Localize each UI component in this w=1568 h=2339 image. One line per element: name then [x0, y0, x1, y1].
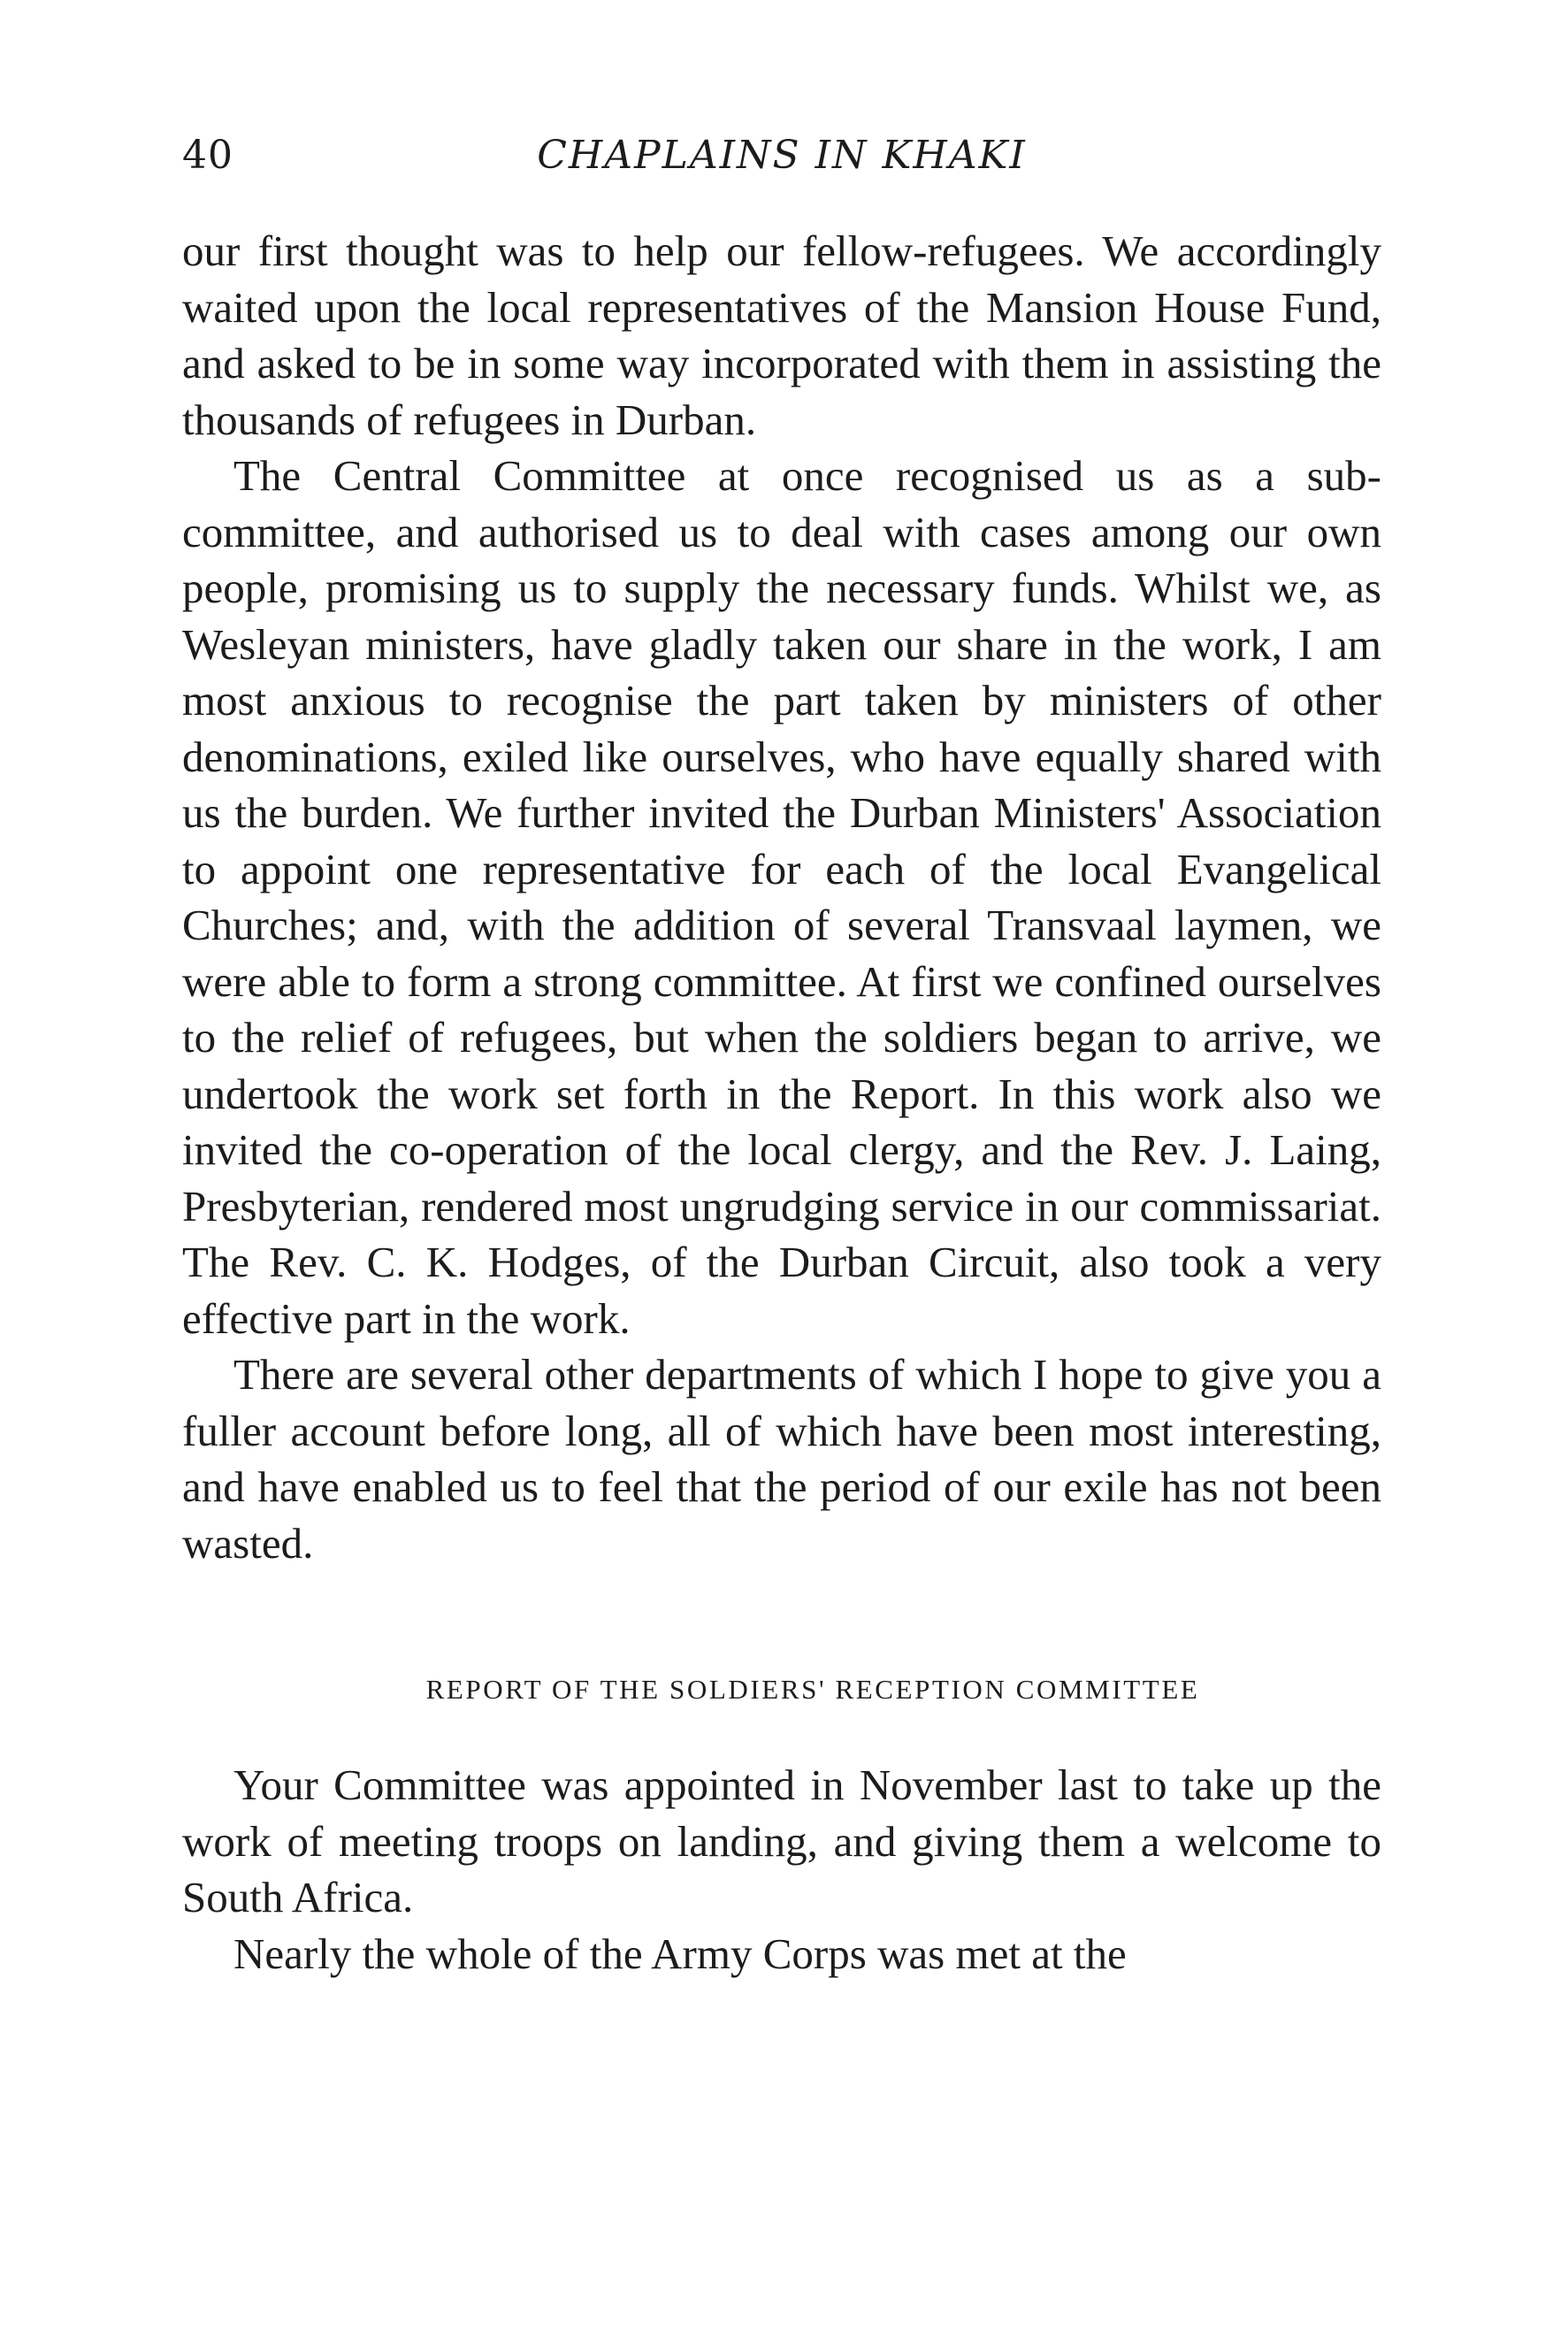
book-page [182, 124, 1381, 2247]
running-title: CHAPLAINS IN KHAKI [537, 133, 1027, 178]
running-head [182, 124, 1381, 188]
paragraph-army-corps: Nearly the whole of the Army Corps was met at the [233, 1929, 1127, 1978]
page-number: 40 [182, 133, 233, 178]
paragraph-other-departments: There are several other departments of which I hope to give you a fuller account before long, all of which have been most interesting, and have enabled us to feel that the period of our exile has not been wasted. [182, 1350, 1381, 1568]
paragraph-continued: our first thought was to help our fellow-refugees. We accordingly waited upon the local representatives of the Mansion House Fund, and asked to be in some way incorporated with them in assisting the thousands of refugees in Durban. [182, 226, 1381, 444]
paragraph-central-committee: The Central Committee at once recognised us as a sub-committee, and authorised us to deal with cases among our own people, promising us to supply the necessary funds. Whilst we, as Wesleyan ministers, have gladly taken our share in the work, I am most anxious to recognise the part taken by ministers of other denominations, exiled like ourselves, who have equally shared with us the burden. We further invited the Durban Ministers' Association to appoint one representative for each of the local Evangelical Churches; and, with the addition of several Transvaal laymen, we were able to form a strong committee. At first we confined ourselves to the relief of refugees, but when the soldiers began to arrive, we undertook the work set forth in the Report. In this work also we invited the co-operation of the local clergy, and the Rev. J. Laing, Presbyterian, rendered most ungrudging service in our commissariat. The Rev. C. K. Hodges, of the Durban Circuit, also took a very effective part in the work. [182, 451, 1381, 1343]
paragraph-committee-appointed: Your Committee was appointed in November last to take up the work of meeting troops on landing, and giving them a welcome to South Africa. [182, 1760, 1381, 1921]
body-text [182, 223, 1381, 1982]
section-heading: REPORT OF THE SOLDIERS' RECEPTION COMMITTEE [425, 1674, 1200, 1705]
